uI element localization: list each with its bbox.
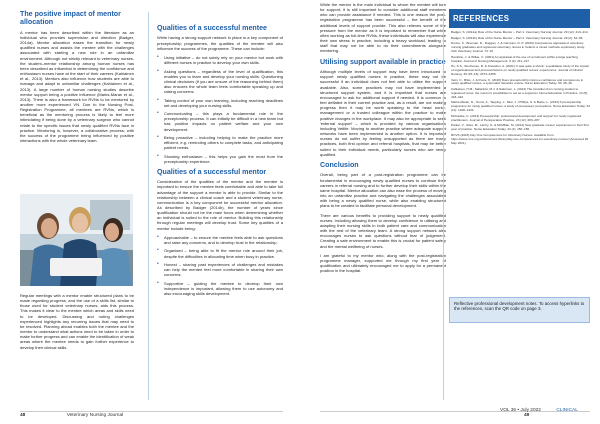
references-divider (443, 12, 444, 400)
list-item: • Supportive – guiding the mentee to develop their own independence is important, allowing them to use autonomy and also encouraging skills development. (157, 281, 283, 296)
reference-item: Dunne, K., Brennan, D., Duggan, J. & Campion, D. P. (2020) Competence appraisal of veterinary nursing graduates and registered veterinary nurses in Ireland: a mixed methods exploratory study. Irish Veterinary Journal. 73: 10. (451, 41, 585, 53)
heading-mentee-qualities: Qualities of a successful mentee (157, 24, 267, 32)
mentor-qualities-list (157, 235, 283, 296)
list-item: • Honest – sharing past experiences of challenges and mistakes can help the mentee feel more comfortable in sharing their own concerns. (157, 262, 283, 277)
list-item: • Being proactive – including helping to make the practice more efficient, e.g. reminding others to complete tasks, and anticipating patient needs. (157, 135, 283, 150)
reference-item: Parker, V., Giles, M., Lantry, G. & McMillan, M. (2014) New graduate nurses' experiences in their first year of practice. Nurse Education Today. 34 (1): 150–156. (451, 123, 589, 132)
left-footer (20, 413, 123, 418)
references-list (451, 31, 590, 277)
journal-name: Veterinary Nursing Journal (66, 413, 124, 418)
paragraph: While the mentor is the main individual to whom the mentee will turn for support, it is still important to consider additional staff members who can provide assistance if needed. This is one reason the post-registration programme has been successful – the benefit of the additional levels of support provide. This also relieves some of the pressure from the mentor as it is important to remember that while often working as full-time RVNs, these individuals will also experience their own stress in practice, including a heavy workload, leading to staff that may not be able to do their commitments alongside mentoring. (320, 2, 446, 54)
references-heading: REFERENCES (449, 9, 590, 28)
footer-rule (20, 411, 283, 412)
column-divider (148, 12, 149, 400)
heading-mentor-allocation: The positive impact of mentor allocation (20, 10, 121, 27)
reference-item: McCaskie, C. (2013) Preceptorship: professional development and support for newly registered practitioners. Journal of Perioperative Practice. 23 (12): 283–287. (451, 113, 582, 122)
paragraph: A mentor has been described within the literature as an individual who provides supervision and direction (Badger, 2014a). Mentor allocation eases the transition for newly qualified nurses and assists the mentee with the challenges associated with starting a new role in an unfamiliar environment. Although not strictly relevant to veterinary nurses, the student–mentor relationship among human nurses has been described as influential in determining the confidence and enthusiasm nurses have at the start of their careers (Kahlainen et al., 2013). Mentors also influence how students are able to manage and adapt to unfamiliar challenges (Kahlainen et al., 2013). A large number of human nursing studies describe mentor support being a positive influence (Marks-Maran et al., 2013). There is also a framework for RVNs to be mentored by another more experienced VN. Due to the Nursing Post-Registration Programme, all mentees are RVNs, which is beneficial as the mentoring process is likely to feel more intimidating if being done by a veterinary surgeon who cannot relate to the specific issues that newly qualified RVNs face in practice. Mentoring is, however, a collaborative process; with the success of the programme being influenced by positive interactions with the whole veterinary team. (20, 29, 134, 144)
reference-item: Ho, S.S., Stenhouse, R. & Snowden, A. (2021) 'It was quite a shock': a qualitative study of the impact of organisational and personal factors on newly qualified nurses' experiences. Journal of Clinical Nursing. 30 (15–16): 2373–2385. (451, 64, 590, 76)
right-column-1 (320, 2, 446, 408)
nurses-photo (20, 194, 133, 286)
reference-item: Kahlainen, H.M., Sallankivi, M.J. & Salminen, L. (2013) The transition from nursing student to registered nurse: the mentor's possibilities to act as a supporter. Nurse Education in Practice. 13 (5): 418–422. (451, 87, 589, 99)
paragraph: While having a strong support network in place is a key component of preceptorship programmes, the qualities of the mentee will also influence the success of the programme. These can include: (157, 35, 283, 51)
reference-item: Hamilton, J. & Wilkie, C. (2001) An appraisal of the use of recruitment within a large teaching hospital. Journal of Nursing Management. 9 (4): 211–217. (451, 54, 578, 63)
left-column-1 (20, 8, 134, 193)
list-item: • Communicating – this plays a fundamental role in the preceptorship process. It can initially be difficult in a new team but has positive impacts on patient welfare and your own development. (157, 111, 283, 132)
heading-utilising-support: Utilising support available in practice (320, 57, 446, 66)
paragraph: I am grateful to my mentor who, along with the post-registration programme manager, supported me through my first year of qualification and ultimately encouraged me to apply for a permanent position in the hospital. (320, 252, 446, 274)
issue-info: VOL 36 • July 2022 (500, 408, 541, 413)
paragraph: Regular meetings with a mentor enable structured plans to be made regarding progress, and the use of a skills list, similar to those used for student veterinary nurses, aids this process. This makes it clear to the mentee which areas and skills need to be developed. Discussing and noting challenges experienced highlights any recurring issues that may need to be resolved. Planning ahead enables both the mentee and the mentor to understand what actions need to be taken in order to make further progress and can enable the identification of weak areas where the mentee needs to gain further experience to develop their clinical skills. (20, 293, 134, 350)
heading-conclusion: Conclusion (320, 161, 359, 169)
list-item: • Approachable – to ensure the mentee feels able to ask questions and raise any concerns, and to develop trust in the relationship. (157, 235, 283, 245)
paragraph: There are various benefits to providing support to newly qualified nurses, including allowing them to develop confidence in utilising and adapting their nursing skills in both patient care and communication with the rest of the veterinary team. A strong support network also encourages nurses to ask questions without fear of judgement. Creating a safe environment to enable this is crucial for patient safety and the mental wellbeing of nurses. (320, 212, 446, 249)
section-label: CLINICAL (556, 408, 578, 413)
right-footer (500, 408, 600, 418)
list-item: • Asking questions – regardless of the level of qualification, this enables you to learn and develop your nursing skills. Questioning clinical decisions (if you are unsure of the reasoning behind them) also ensures the whole team feels comfortable speaking up and raising concerns. (157, 69, 283, 95)
list-item: • Organised – being able to fit the mentor role around their job, despite the difficulties in allocating time when busy in practice. (157, 248, 283, 258)
page-number: 49 (524, 413, 530, 418)
left-column-2 (157, 22, 283, 407)
heading-mentor-qualities: Qualities of a successful mentor (157, 167, 267, 176)
reference-item: Irwin, C., Bliss, J. & Poole, K. (2018) Does preceptorship improve confidence and competence in newly qualified nurses: a systematic literature review. Nurse Education Today. 60: 35–46. (451, 77, 584, 86)
paragraph: Consideration of the qualities of the mentor and the mentee is important to ensure the mentee feels comfortable and able to take full advantage of the support a mentor is able to provide. Similar to the relationship between a clinical coach and a student veterinary nurse, communication is a key component for successful mentor allocation. As described by Badger (2014b), the number of years since qualification should not be the main focus when determining whether an individual is suited to the role of mentor. Building this relationship through regular meetings will develop trust. Some key qualities of a mentor include being: (157, 179, 283, 231)
reference-item: Marks-Maran, D., Ooms, A., Tapping, J., Muir, J., Phillips, S. & Burke, L. (2013) A preceptorship programme for newly qualified nurses: a study of preceptees' perceptions. Nurse Education Today. 33 (11): 1428–1434. (451, 100, 590, 113)
reference-item: RCVS (2018) Day One Competences for Veterinary Nurses. Available from: https://www.rcvs.org.uk/document-library/day-one-competences-for-veterinary-nurses/ (Accessed 20 May 2021). (451, 132, 589, 145)
mentee-qualities-list (157, 55, 283, 164)
paragraph: Overall, being part of a post-registration programme can be fundamental in encouraging newly qualified nurses to continue their careers in referral nursing and to further develop their skills within the same hospital. Mentor allocation can also ease the process of moving into an unfamiliar practice and navigating the challenges associated with being a newly qualified nurse, while also enabling structured plans to be created to facilitate personal development. (320, 172, 446, 209)
reference-item: Badger, S. (2014a) Role of the Nurse Mentor – Part 1. Veterinary Nursing Journal. 29 (12): 413–414. (451, 31, 589, 34)
paragraph: Although multiple levels of support may have been introduced to support newly qualified nurses in practice, these may not be successful if an individual does not feel able to utilise the support available. Also, some practices may not have implemented a structured support system, and it is important that nurses are encouraged to ask for additional support if needed. It is common to feel deflated in their current practice and, as a result, are not making progress then it may be worth speaking to the head nurse, management or a trusted colleague within the practice to make positive changes in the workplace. It may also be appropriate to seek 'external support' – which is provided by various organisations including Vetlife. Moving to another practice where adequate support networks have been implemented is another option. It is important nurses do not suffer by feeling unsupported as there are many practices, both first opinion and referral hospitals, that may be better suited to their individual needs, particularly nurses who are newly qualified. (320, 69, 446, 157)
left-column-1-bottom (20, 293, 134, 413)
list-item: • Taking control of your own learning, including reaching deadlines set and developing your nursing skills. (157, 98, 283, 108)
list-item: • Using initiative – do not solely rely on your mentor but work with different nurses in practice to develop your own skills. (157, 55, 283, 65)
list-item: • Showing enthusiasm – this helps you gain the most from the preceptorship experience. (157, 154, 283, 164)
reflective-notes-box: Reflective professional development notes. To access hyperlinks to the references, scan the QR code on page 3. (449, 297, 590, 323)
reference-item: Badger, S. (2014b) Role of the Nurse Mentor – Part 2. Veterinary Nursing Journal. 29 (2): 62–65. (451, 35, 584, 40)
page-number: 48 (20, 413, 26, 418)
